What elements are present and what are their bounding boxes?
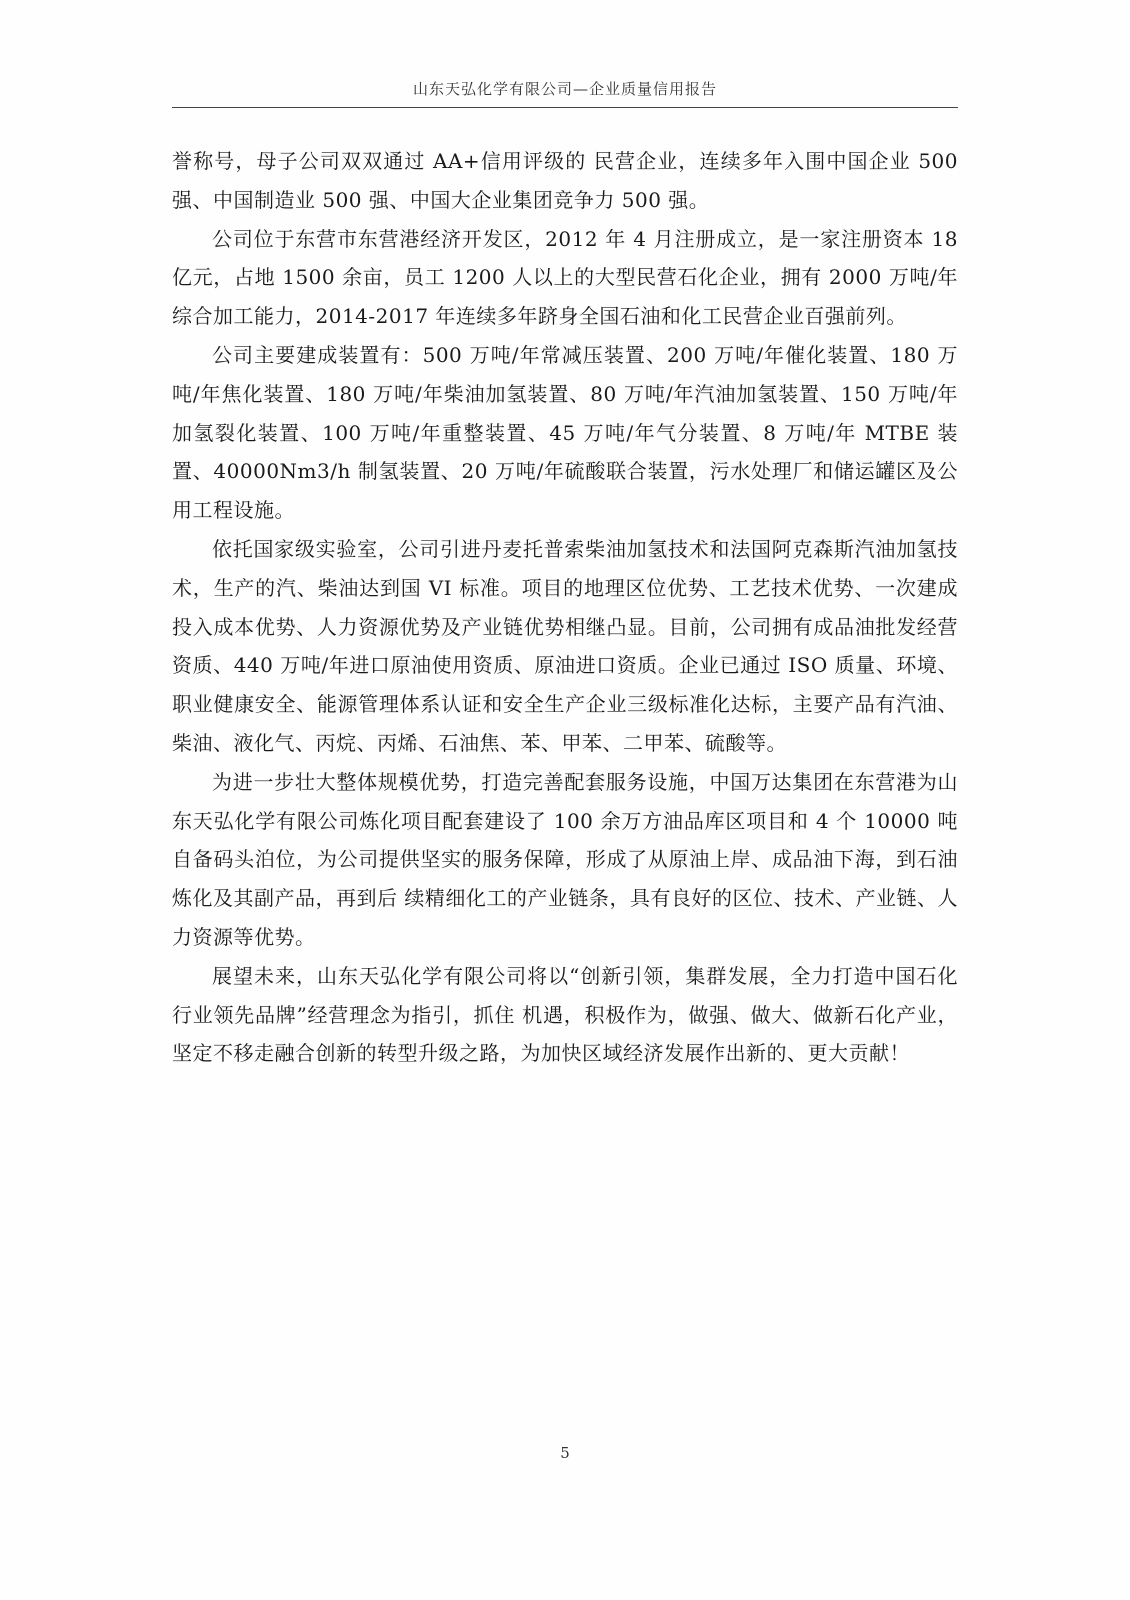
paragraph-company-overview: 公司位于东营市东营港经济开发区，2012 年 4 月注册成立，是一家注册资本 18 亿元，占地 1500 余亩，员工 1200 人以上的大型民营石化企业，拥有 2000 万吨/年综合加工能力，2014-2017 年连续多年跻身全国石油和化工民营企业百强前列。	[172, 226, 958, 329]
paragraph-supporting-facilities: 为进一步壮大整体规模优势，打造完善配套服务设施，中国万达集团在东营港为山东天弘化学有限公司炼化项目配套建设了 100 余万方油品库区项目和 4 个 10000 吨自备码头泊位，为公司提供坚实的服务保障，形成了从原油上岸、成品油下海，到石油炼化及其副产品，再到后 续精细化工的产业链条，具有良好的区位、技术、产业链、人力资源等优势。	[172, 769, 958, 949]
paragraph-continuation: 誉称号，母子公司双双通过 AA+信用评级的 民营企业，连续多年入围中国企业 500 强、中国制造业 500 强、中国大企业集团竞争力 500 强。	[172, 149, 958, 212]
document-body	[172, 142, 958, 1073]
paragraph-outlook: 展望未来，山东天弘化学有限公司将以“创新引领，集群发展，全力打造中国石化行业领先品牌”经营理念为指引，抓住 机遇，积极作为，做强、做大、做新石化产业，坚定不移走融合创新的转型升级之路，为加快区域经济发展作出新的、更大贡献！	[172, 963, 958, 1066]
paragraph-main-facilities: 公司主要建成装置有：500 万吨/年常减压装置、200 万吨/年催化装置、180 万吨/年焦化装置、180 万吨/年柴油加氢装置、80 万吨/年汽油加氢装置、150 万吨/年加氢裂化装置、100 万吨/年重整装置、45 万吨/年气分装置、8 万吨/年 MTBE 装置、40000Nm3/h 制氢装置、20 万吨/年硫酸联合装置，污水处理厂和储运罐区及公用工程设施。	[172, 342, 958, 523]
page-number: 5	[560, 1444, 570, 1462]
header-divider	[172, 107, 958, 108]
page-header-title: 山东天弘化学有限公司—企业质量信用报告	[412, 80, 717, 98]
paragraph-technology-and-products: 依托国家级实验室，公司引进丹麦托普索柴油加氢技术和法国阿克森斯汽油加氢技术，生产的汽、柴油达到国 VI 标准。项目的地理区位优势、工艺技术优势、一次建成投入成本优势、人力资源优势及产业链优势相继凸显。目前，公司拥有成品油批发经营资质、440 万吨/年进口原油使用资质、原油进口资质。企业已通过 ISO 质量、环境、职业健康安全、能源管理体系认证和安全生产企业三级标准化达标，主要产品有汽油、柴油、液化气、丙烷、丙烯、石油焦、苯、甲苯、二甲苯、硫酸等。	[172, 536, 958, 755]
